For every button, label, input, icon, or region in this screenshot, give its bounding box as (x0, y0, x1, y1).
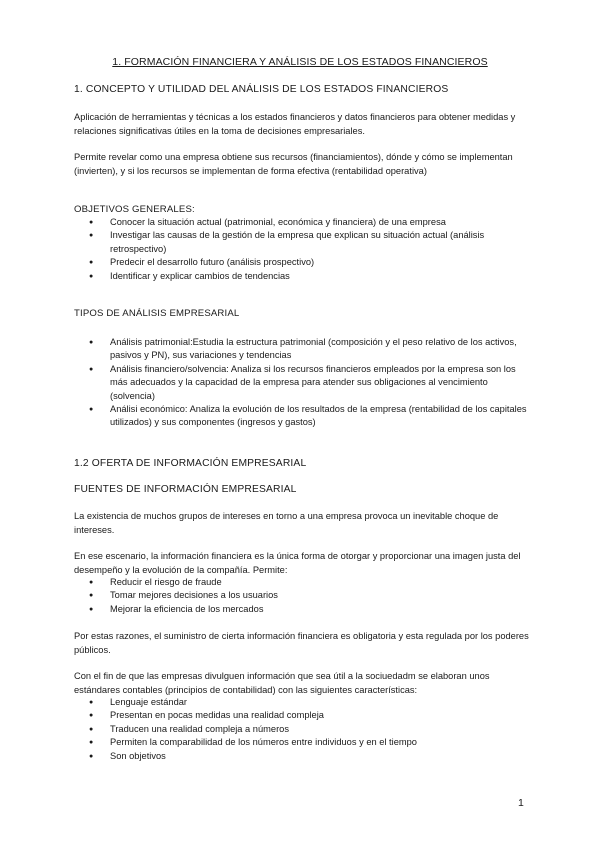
section-1-paragraph-2: Permite revelar como una empresa obtiene sus recursos (financiamientos), dónde y cómo se implementan (invierten), y si los recursos se implementan de forma efectiva (rentabilidad operativa) (74, 152, 513, 176)
fuentes-heading: FUENTES DE INFORMACIÓN EMPRESARIAL (74, 484, 297, 495)
section-2-paragraph-3: Por estas razones, el suministro de cierta información financiera es obligatoria y esta regulada por los poderes públicos. (74, 631, 529, 655)
document-title: 1. FORMACIÓN FINANCIERA Y ANÁLISIS DE LOS ESTADOS FINANCIEROS (112, 56, 488, 68)
caracteristicas-list (74, 696, 530, 763)
section-2-paragraph-4: Con el fin de que las empresas divulguen información que sea útil a la sociuedadm se elaboran unos estándares contables (principios de contabilidad) con las siguientes características: (74, 671, 490, 695)
objetivos-heading: OBJETIVOS GENERALES: (74, 204, 195, 215)
page-number: 1 (518, 797, 524, 809)
list-item: ● Traducen una realidad compleja a números (74, 723, 530, 736)
section-1-paragraph-1: Aplicación de herramientas y técnicas a los estados financieros y datos financieros para obtener medidas y relaciones significativas útiles en la toma de decisiones empresariales. (74, 112, 516, 136)
list-item: ● Investigar las causas de la gestión de la empresa que explican su situación actual (análisis retrospectivo) (74, 229, 530, 256)
list-item: ● Tomar mejores decisiones a los usuarios (74, 589, 530, 602)
list-item: ● Lenguaje estándar (74, 696, 530, 709)
list-item: ● Identificar y explicar cambios de tendencias (74, 270, 530, 283)
section-2-paragraph-1: La existencia de muchos grupos de intereses en torno a una empresa provoca un inevitable choque de intereses. (74, 511, 499, 535)
list-item: ● Mejorar la eficiencia de los mercados (74, 603, 530, 616)
list-item: ● Predecir el desarrollo futuro (análisis prospectivo) (74, 256, 530, 269)
tipos-heading: TIPOS DE ANÁLISIS EMPRESARIAL (74, 308, 240, 319)
section-2-heading: 1.2 OFERTA DE INFORMACIÓN EMPRESARIAL (74, 458, 307, 469)
section-1-heading: 1. CONCEPTO Y UTILIDAD DEL ANÁLISIS DE LOS ESTADOS FINANCIEROS (74, 84, 449, 95)
list-item: ● Son objetivos (74, 750, 530, 763)
list-item: ● Conocer la situación actual (patrimonial, económica y financiera) de una empresa (74, 216, 530, 229)
objetivos-list (74, 216, 530, 283)
list-item: ● Análisi económico: Analiza la evolución de los resultados de la empresa (rentabilidad de los capitales utilizados) y sus componentes (ingresos y gastos) (74, 403, 530, 430)
list-item: ● Reducir el riesgo de fraude (74, 576, 530, 589)
list-item: ● Análisis financiero/solvencia: Analiza si los recursos financieros empleados por la empresa son los más adecuados y la capacidad de la empresa para atender sus obligaciones al vencimiento (solvencia) (74, 363, 530, 403)
list-item: ● Presentan en pocas medidas una realidad compleja (74, 709, 530, 722)
list-item: ● Análisis patrimonial:Estudia la estructura patrimonial (composición y el peso relativo de los activos, pasivos y PN), sus variaciones y tendencias (74, 336, 530, 363)
tipos-list (74, 336, 530, 430)
list-item: ● Permiten la comparabilidad de los números entre individuos y en el tiempo (74, 736, 530, 749)
permite-list (74, 576, 530, 616)
section-2-paragraph-2: En ese escenario, la información financiera es la única forma de otorgar y proporcionar una imagen justa del desempeño y la evolución de la compañía. Permite: (74, 551, 521, 575)
